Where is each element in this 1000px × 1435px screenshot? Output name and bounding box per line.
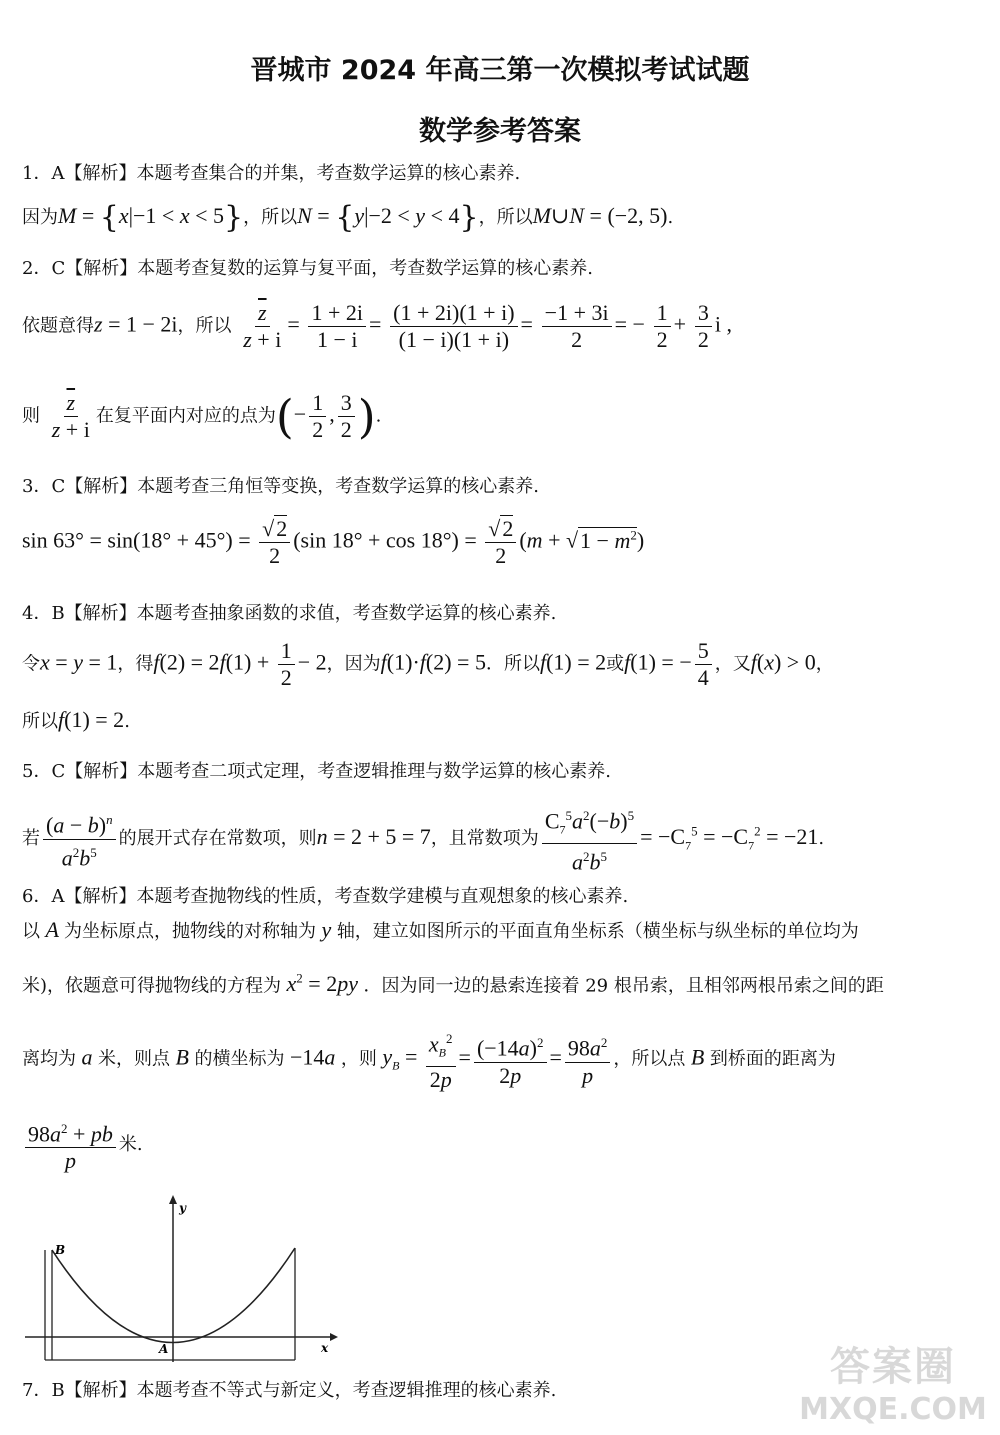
watermark-url: MXQE.COM bbox=[799, 1392, 987, 1427]
q4-intro: 4．B【解析】本题考查抽象函数的求值，考查数学运算的核心素养. bbox=[22, 603, 557, 624]
q5-intro: 5．C【解析】本题考查二项式定理，考查逻辑推理与数学运算的核心素养. bbox=[22, 761, 611, 782]
q6-line3: 离均为 a 米，则点 B 的横坐标为 −14a ，则 $y_B$ = $\frac{x_B^2}{2p}$ = $\frac{(-14a)^2}{2p}$ = $\frac{98a^2}{p}$ ，所以点 B 到桥面的距离为 bbox=[22, 1028, 836, 1091]
watermark-text: 答案圈 bbox=[830, 1344, 956, 1390]
parabola-figure bbox=[25, 1190, 345, 1365]
q6-line2: 米)，依题意可得抛物线的方程为 $x^2 = 2py$ ．因为同一边的悬索连接着 29 根吊索，且相邻两根吊索之间的距 bbox=[22, 971, 884, 997]
q3-intro: 3．C【解析】本题考查三角恒等变换，考查数学运算的核心素养. bbox=[22, 476, 539, 497]
q4-solution-line2: 所以f(1) = 2. bbox=[22, 707, 130, 732]
label-x: x bbox=[321, 1341, 329, 1355]
q6-line1: 以 A 为坐标原点，抛物线的对称轴为 y 轴，建立如图所示的平面直角坐标系（横坐标与纵坐标的单位均为 bbox=[22, 917, 859, 942]
q5-solution: 若 $\frac{(a - b)^n}{a^2b^5}$ 的展开式存在常数项，则n = 2 + 5 = 7，且常数项为 $\frac{C_7^5a^2(-b)^5}{a^2b^5}$ = $-C_7^5 = -C_7^2 = -21$. bbox=[22, 805, 824, 873]
q6-line4: $\frac{98a^2 + pb}{p}$ 米. bbox=[22, 1118, 143, 1172]
q3-solution: sin 63° = sin(18° + 45°) = $\frac{√2}{2}$ (sin 18° + cos 18°) = $\frac{√2}{2}$ $(m + √1 - m^2)$ bbox=[22, 516, 645, 568]
label-B: B bbox=[55, 1243, 66, 1257]
label-y: y bbox=[179, 1201, 186, 1215]
page-subtitle: 数学参考答案 bbox=[419, 116, 581, 147]
q6-intro: 6．A【解析】本题考查抛物线的性质，考查数学建模与直观想象的核心素养. bbox=[22, 886, 629, 907]
q2-intro: 2．C【解析】本题考查复数的运算与复平面，考查数学运算的核心素养. bbox=[22, 258, 593, 279]
q2-solution-line1: 依题意得z = 1 − 2i，所以 $\frac{\overline{z}}{z + i}$ = $\frac{1 + 2i}{1 - i}$ = $\frac{(1 + 2i)(1 + i)}{(1 - i)(1 + i)}$ = $\frac{-1 + 3i}{2}$ = − $\frac{1}{2}$ + $\frac{3}{2}$ i , bbox=[22, 300, 732, 352]
y-axis-arrow bbox=[169, 1195, 177, 1204]
watermark bbox=[798, 1335, 988, 1425]
q1-intro: 1．A【解析】本题考查集合的并集，考查数学运算的核心素养. bbox=[22, 163, 521, 184]
label-A: A bbox=[159, 1342, 169, 1356]
x-axis-arrow bbox=[330, 1333, 338, 1341]
q7-intro: 7．B【解析】本题考查不等式与新定义，考查逻辑推理的核心素养. bbox=[22, 1380, 557, 1401]
page-title: 晋城市 2024 年高三第一次模拟考试试题 bbox=[250, 55, 750, 86]
q2-solution-line2: 则 $\frac{\overline{z}}{z + i}$ 在复平面内对应的点为(− $\frac{1}{2}$ , $\frac{3}{2}$ ). bbox=[22, 389, 382, 444]
q1-solution: 因为M = {x|−1 < x < 5}，所以N = {y|−2 < y < 4}，所以M∪N = (−2, 5). bbox=[22, 200, 674, 235]
q4-solution-line1: 令x = y = 1，得f(2) = 2f(1) + $\frac{1}{2}$ − 2，因为f(1)·f(2) = 5．所以f(1) = 2或f(1) = − $\frac{5}{4}$ ，又f(x) > 0， bbox=[22, 638, 834, 690]
